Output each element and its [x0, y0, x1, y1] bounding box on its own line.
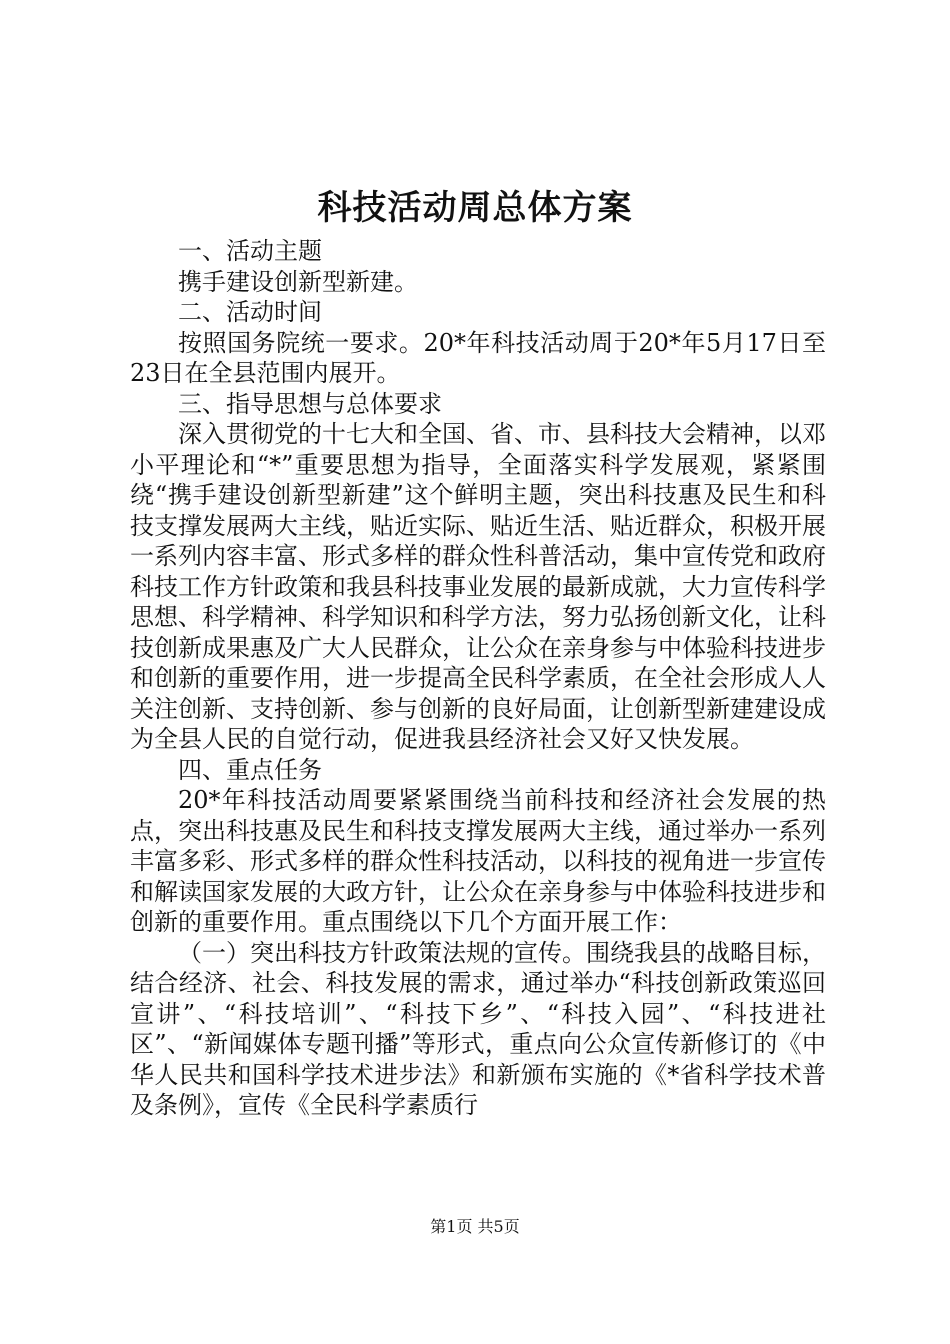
heading-key-tasks: 四、重点任务	[178, 755, 322, 784]
document-title: 科技活动周总体方案	[317, 188, 633, 228]
heading-guiding-ideology: 三、指导思想与总体要求	[178, 389, 442, 418]
heading-activity-theme: 一、活动主题	[178, 237, 322, 265]
paragraph-policy-publicity: （一）突出科技方针政策法规的宣传。围绕我县的战略目标，结合经济、社会、科技发展的需求，通过举办“科技创新政策巡回宣讲”、“科技培训”、“科技下乡”、“科技入园”、“科技进社区”、“新闻媒体专题刊播”等形式，重点向公众宣传新修订的《中华人民共和国科学技术进步法》和新颁布实施的《*省科学技术普及条例》，宣传《全民科学素质行	[130, 938, 826, 1119]
document-body	[130, 236, 826, 1121]
heading-activity-time: 二、活动时间	[178, 298, 322, 326]
paragraph-guiding-ideology: 深入贯彻党的十七大和全国、省、市、县科技大会精神，以邓小平理论和“*”重要思想为指导，全面落实科学发展观，紧紧围绕“携手建设创新型新建”这个鲜明主题，突出科技惠及民生和科技支撑发展两大主线，贴近实际、贴近生活、贴近群众，积极开展一系列内容丰富、形式多样的群众性科普活动，集中宣传党和政府科技工作方针政策和我县科技事业发展的最新成就，大力宣传科学思想、科学精神、科学知识和科学方法，努力弘扬创新文化，让科技创新成果惠及广大人民群众，让公众在亲身参与中体验科技进步和创新的重要作用，进一步提高全民科学素质，在全社会形成人人关注创新、支持创新、参与创新的良好局面，让创新型新建建设成为全县人民的自觉行动，促进我县经济社会又好又快发展。	[130, 420, 826, 753]
paragraph-time: 按照国务院统一要求。20*年科技活动周于20*年5月17日至23日在全县范围内展开。	[130, 328, 826, 387]
paragraph-key-tasks: 20*年科技活动周要紧紧围绕当前科技和经济社会发展的热点，突出科技惠及民生和科技支撑发展两大主线，通过举办一系列丰富多彩、形式多样的群众性科技活动，以科技的视角进一步宣传和解读国家发展的大政方针，让公众在亲身参与中体验科技进步和创新的重要作用。重点围绕以下几个方面开展工作：	[130, 786, 826, 936]
page-footer: 第1页 共5页	[430, 1217, 520, 1236]
paragraph-theme: 携手建设创新型新建。	[178, 267, 418, 296]
